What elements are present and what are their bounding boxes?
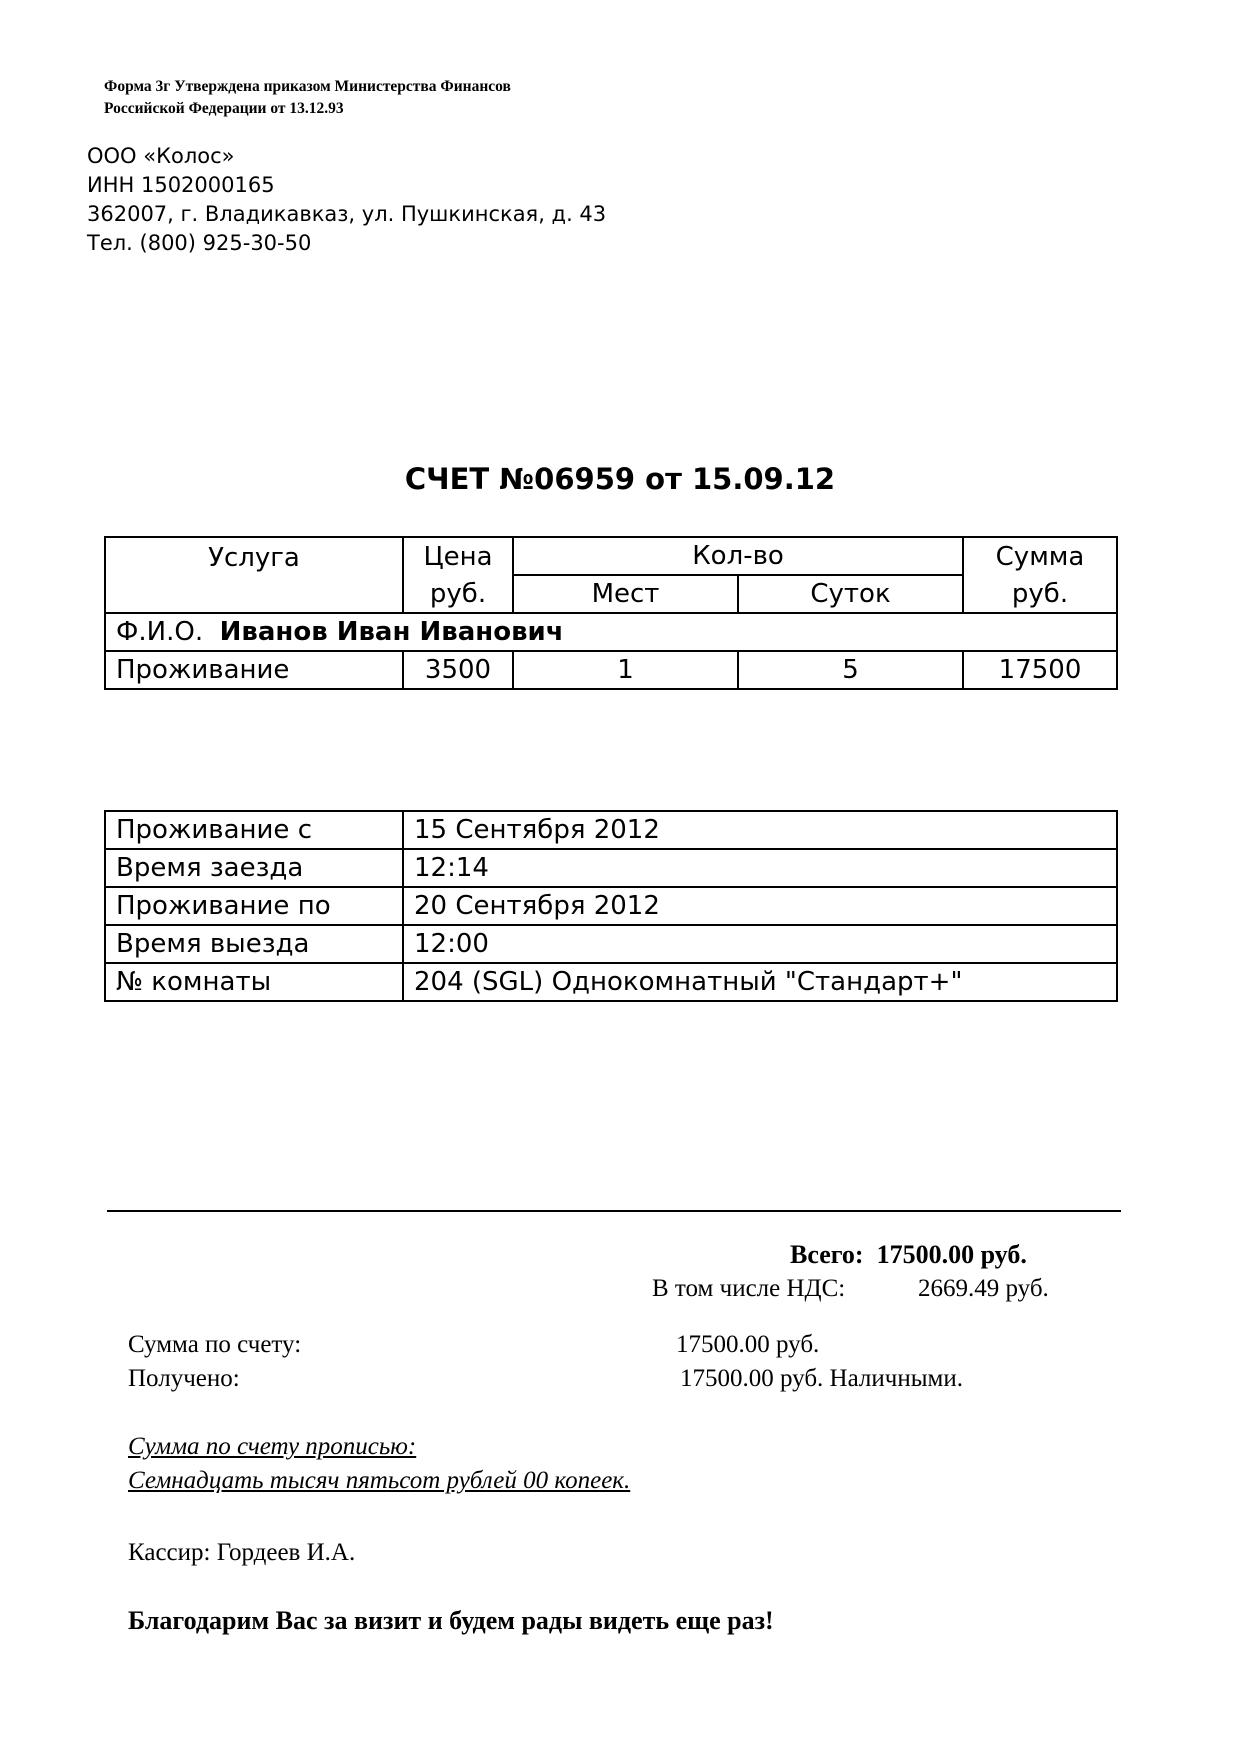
header-qty: Кол-во [513, 537, 963, 575]
service-days: 5 [738, 651, 963, 689]
service-name: Проживание [105, 651, 403, 689]
header-price-line-1: Цена [403, 537, 513, 575]
organization-block [87, 142, 606, 258]
stay-row-check-out-date [105, 887, 1117, 925]
invoice-title: СЧЕТ №06959 от 15.09.12 [404, 462, 836, 496]
stay-value: 12:00 [403, 925, 1117, 963]
vat-value: 2669.49 руб. [918, 1275, 1049, 1302]
stay-value: 12:14 [403, 849, 1117, 887]
service-places: 1 [513, 651, 738, 689]
stay-value: 15 Сентября 2012 [403, 811, 1117, 849]
stay-row-check-out-time [105, 925, 1117, 963]
thanks-message: Благодарим Вас за визит и будем рады видеть еще раз! [128, 1606, 774, 1635]
form-note-line-2: Российской Федерации от 13.12.93 [104, 100, 344, 117]
total-label: Всего: [790, 1240, 864, 1269]
stay-value: 20 Сентября 2012 [403, 887, 1117, 925]
header-service: Услуга [105, 537, 403, 613]
stay-details-table [104, 810, 1118, 1002]
total-line [790, 1238, 1027, 1271]
organization-address: 362007, г. Владикавказ, ул. Пушкинская, д. 43 [87, 202, 607, 226]
guest-name: Иванов Иван Иванович [219, 617, 564, 647]
form-approval-note [104, 76, 511, 120]
service-row [105, 651, 1117, 689]
total-value: 17500.00 руб. [876, 1240, 1027, 1269]
received-label: Получено: [128, 1365, 240, 1392]
header-places: Мест [513, 575, 738, 613]
guest-cell [105, 613, 1117, 651]
in-words-value: Семнадцать тысяч пятьсот рублей 00 копеек. [128, 1467, 631, 1494]
stay-row-room-number [105, 963, 1117, 1001]
stay-label: Время заезда [105, 849, 403, 887]
stay-label: № комнаты [105, 963, 403, 1001]
guest-row [105, 613, 1117, 651]
form-note-line-1: Форма 3г Утверждена приказом Министерства Финансов [104, 78, 511, 95]
invoice-sum-label: Сумма по счету: [128, 1331, 302, 1358]
stay-label: Проживание по [105, 887, 403, 925]
divider-line [107, 1210, 1121, 1212]
cashier: Кассир: Гордеев И.А. [128, 1539, 356, 1566]
header-sum-line-1: Сумма [963, 537, 1117, 575]
service-price: 3500 [403, 651, 513, 689]
services-table [104, 536, 1118, 690]
stay-label: Время выезда [105, 925, 403, 963]
invoice-sum-value: 17500.00 руб. [676, 1331, 820, 1358]
service-sum: 17500 [963, 651, 1117, 689]
stay-row-check-in-date [105, 811, 1117, 849]
header-price-line-2: руб. [403, 575, 513, 613]
in-words-label: Сумма по счету прописью: [128, 1433, 417, 1460]
guest-label: Ф.И.О. [116, 617, 204, 647]
stay-label: Проживание с [105, 811, 403, 849]
header-days: Суток [738, 575, 963, 613]
organization-name: ООО «Колос» [87, 144, 235, 168]
stay-row-check-in-time [105, 849, 1117, 887]
services-header-row-1 [105, 537, 1117, 575]
organization-inn: ИНН 1502000165 [87, 173, 275, 197]
stay-value: 204 (SGL) Однокомнатный "Стандарт+" [403, 963, 1117, 1001]
received-value: 17500.00 руб. Наличными. [680, 1365, 963, 1392]
vat-label: В том числе НДС: [652, 1275, 846, 1302]
header-sum-line-2: руб. [963, 575, 1117, 613]
organization-phone: Тел. (800) 925-30-50 [87, 231, 312, 255]
